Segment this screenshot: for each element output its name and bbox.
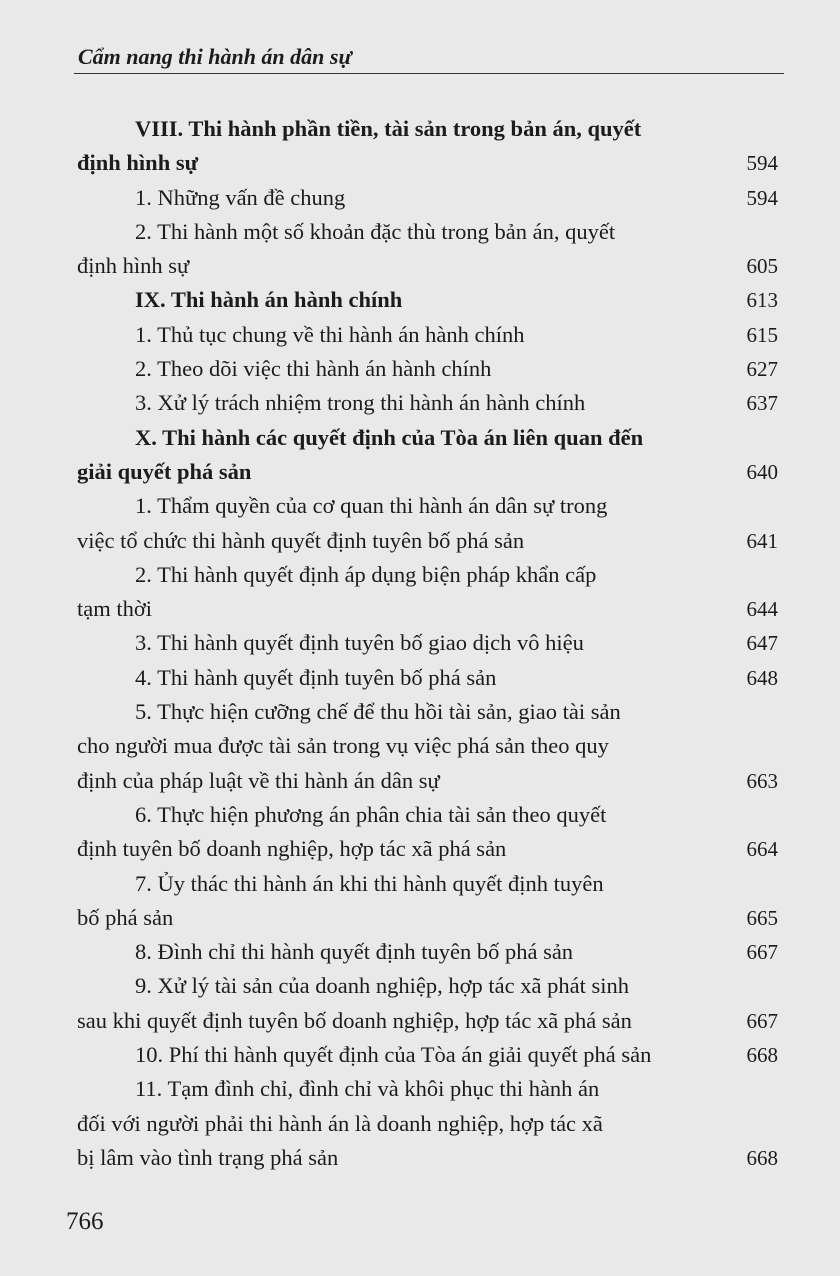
toc-line	[0, 181, 840, 215]
toc-line	[0, 524, 840, 558]
toc-entry-text: 5. Thực hiện cưỡng chế để thu hồi tài sản, giao tài sản	[135, 699, 621, 725]
toc-entry-text: việc tổ chức thi hành quyết định tuyên bố phá sản	[77, 527, 525, 553]
toc-line	[0, 112, 840, 146]
toc-entry-text: định tuyên bố doanh nghiệp, hợp tác xã phá sản	[77, 836, 507, 862]
toc-entry-text: 11. Tạm đình chỉ, đình chỉ và khôi phục thi hành án	[135, 1076, 600, 1102]
toc-line	[0, 489, 840, 523]
toc-line	[0, 249, 840, 283]
toc-page-number: 663	[746, 768, 778, 793]
toc-page-number: 665	[746, 905, 778, 930]
toc-page-number: 615	[746, 322, 778, 347]
running-header: Cẩm nang thi hành án dân sự	[78, 44, 352, 69]
toc-line	[0, 798, 840, 832]
toc-line	[0, 318, 840, 352]
toc-page-number: 664	[746, 837, 778, 862]
toc-page-number: 647	[746, 631, 778, 656]
toc-entry-text: định hình sự	[77, 253, 190, 279]
toc-entry-text: 9. Xử lý tài sản của doanh nghiệp, hợp tác xã phát sinh	[135, 973, 629, 999]
toc-page-number: 637	[746, 391, 778, 416]
toc-page-number: 640	[746, 459, 778, 484]
toc-entry-text: 1. Thẩm quyền của cơ quan thi hành án dân sự trong	[135, 493, 608, 519]
toc-page-number: 668	[746, 1043, 778, 1068]
toc-page-number: 613	[746, 288, 778, 313]
toc-page-number: 644	[746, 597, 778, 622]
toc-entry-text: sau khi quyết định tuyên bố doanh nghiệp, hợp tác xã phá sản	[77, 1007, 632, 1033]
toc-line	[0, 558, 840, 592]
toc-entry-text: 1. Thủ tục chung về thi hành án hành chính	[135, 321, 525, 347]
toc-line	[0, 1107, 840, 1141]
toc-entry-text: bị lâm vào tình trạng phá sản	[77, 1144, 339, 1170]
toc-entry-text: 2. Thi hành quyết định áp dụng biện pháp khẩn cấp	[135, 561, 597, 587]
toc-line	[0, 661, 840, 695]
toc-entry-text: 6. Thực hiện phương án phân chia tài sản theo quyết	[135, 801, 607, 827]
toc-line	[0, 421, 840, 455]
toc-entry-text: định hình sự	[77, 150, 199, 176]
toc-page-number: 641	[746, 528, 778, 553]
toc-line	[0, 283, 840, 317]
toc-line	[0, 592, 840, 626]
toc-line	[0, 626, 840, 660]
toc-line	[0, 901, 840, 935]
toc-line	[0, 935, 840, 969]
table-of-contents	[0, 112, 840, 1175]
toc-entry-text: 1. Những vấn đề chung	[135, 184, 346, 210]
toc-line	[0, 1004, 840, 1038]
toc-line	[0, 867, 840, 901]
toc-line	[0, 695, 840, 729]
toc-entry-text: tạm thời	[77, 596, 153, 622]
toc-entry-text: 3. Xử lý trách nhiệm trong thi hành án hành chính	[135, 390, 586, 416]
toc-line	[0, 386, 840, 420]
header-rule	[74, 73, 784, 74]
toc-line	[0, 764, 840, 798]
toc-entry-text: 7. Ủy thác thi hành án khi thi hành quyết định tuyên	[135, 870, 604, 896]
toc-page-number: 667	[746, 1008, 778, 1033]
toc-line	[0, 215, 840, 249]
toc-page-number: 605	[746, 254, 778, 279]
toc-page-number: 667	[746, 940, 778, 965]
toc-entry-text: 10. Phí thi hành quyết định của Tòa án giải quyết phá sản	[135, 1042, 652, 1068]
toc-entry-text: bố phá sản	[77, 904, 174, 930]
toc-entry-text: IX. Thi hành án hành chính	[135, 287, 403, 313]
toc-line	[0, 455, 840, 489]
toc-entry-text: cho người mua được tài sản trong vụ việc phá sản theo quy	[77, 733, 609, 759]
toc-line	[0, 729, 840, 763]
toc-line	[0, 969, 840, 1003]
toc-entry-text: VIII. Thi hành phần tiền, tài sản trong bản án, quyết	[135, 116, 642, 141]
toc-line	[0, 146, 840, 180]
page-number: 766	[66, 1208, 104, 1235]
toc-entry-text: 3. Thi hành quyết định tuyên bố giao dịch vô hiệu	[135, 630, 584, 656]
toc-entry-text: giải quyết phá sản	[77, 458, 252, 484]
toc-page-number: 594	[746, 185, 778, 210]
toc-line	[0, 832, 840, 866]
toc-page-number: 594	[746, 151, 778, 176]
toc-line	[0, 1072, 840, 1106]
toc-entry-text: 2. Thi hành một số khoản đặc thù trong bản án, quyết	[135, 218, 616, 244]
toc-entry-text: 4. Thi hành quyết định tuyên bố phá sản	[135, 664, 497, 690]
toc-entry-text: đối với người phải thi hành án là doanh nghiệp, hợp tác xã	[77, 1110, 603, 1136]
toc-entry-text: 8. Đình chỉ thi hành quyết định tuyên bố phá sản	[135, 939, 574, 965]
toc-entry-text: định của pháp luật về thi hành án dân sự	[77, 767, 440, 793]
toc-page-number: 668	[746, 1145, 778, 1170]
toc-page-number: 648	[746, 665, 778, 690]
toc-entry-text: 2. Theo dõi việc thi hành án hành chính	[135, 356, 492, 382]
toc-line	[0, 1141, 840, 1175]
toc-entry-text: X. Thi hành các quyết định của Tòa án liên quan đến	[135, 424, 644, 450]
toc-line	[0, 352, 840, 386]
toc-page-number: 627	[746, 357, 778, 382]
toc-line	[0, 1038, 840, 1072]
